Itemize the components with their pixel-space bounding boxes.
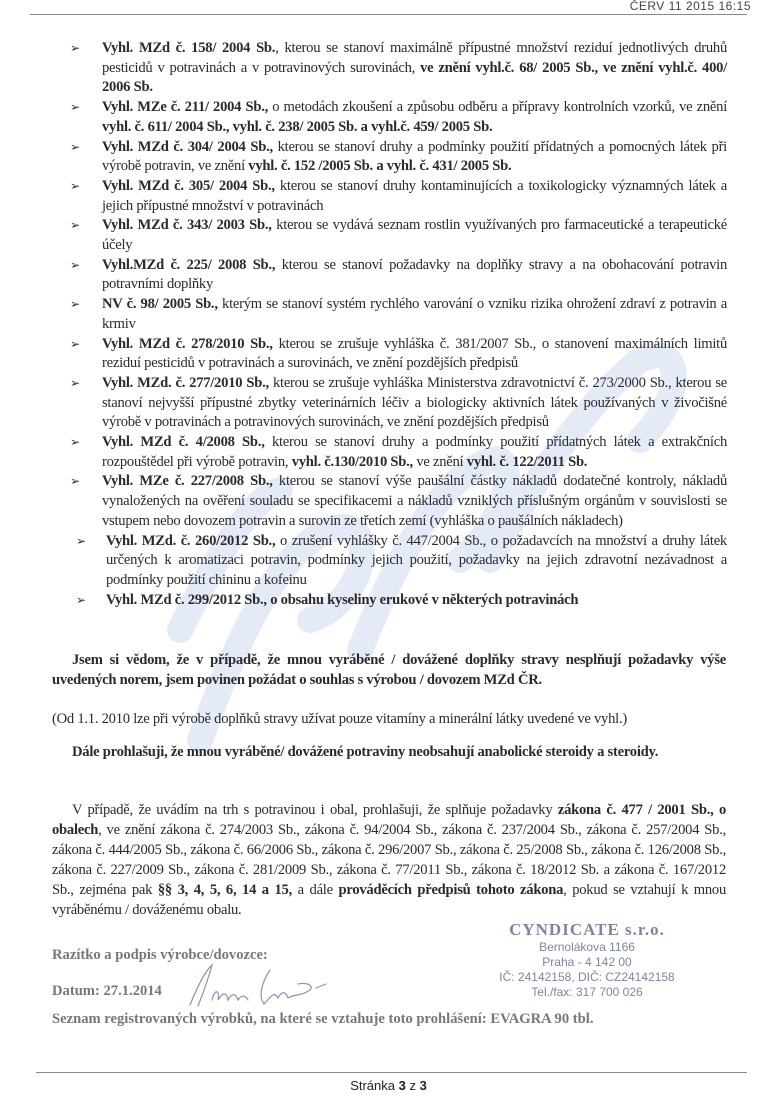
arrow-bullet-icon: ➢: [70, 257, 80, 272]
regulation-item: [70, 216, 727, 255]
fax-header-stamp: ČERV 11 2015 16:15: [629, 0, 751, 13]
regulation-item: [70, 39, 727, 98]
regulation-reference: vyhl. č. 611/ 2004 Sb., vyhl. č. 238/ 2005 Sb. a vyhl.č. 459/ 2005 Sb.: [102, 118, 493, 135]
current-page: 3: [398, 1078, 406, 1093]
regulation-reference: Vyhl. MZe č. 211/ 2004 Sb.,: [102, 99, 269, 116]
footer-divider: [36, 1072, 747, 1073]
regulation-item: [70, 295, 727, 334]
stamp-city: Praha - 4 142 00: [542, 955, 632, 969]
stamp-phone: Tel./fax: 317 700 026: [531, 985, 643, 999]
regulation-list: [70, 39, 727, 610]
law-reference: §§ 3, 4, 5, 6, 14 a 15,: [157, 882, 292, 898]
law-reference: prováděcích předpisů tohoto zákona: [338, 882, 564, 898]
regulation-description: kterou se stanoví druhy kontaminujících a toxikologicky významných látek a jejich přípustné množství v potravinách: [102, 177, 727, 214]
regulation-item: [76, 591, 727, 611]
regulation-reference: Vyhl. MZd č. 278/2010 Sb.,: [102, 335, 273, 352]
declaration-steroids: [52, 742, 726, 762]
total-pages: 3: [419, 1078, 427, 1093]
regulation-reference: vyhl. č.130/2010 Sb.,: [291, 453, 413, 470]
regulation-reference: Vyhl. MZd č. 158/ 2004 Sb.: [102, 40, 276, 56]
arrow-bullet-icon: ➢: [70, 336, 80, 351]
regulation-reference: Vyhl. MZd. č. 260/2012 Sb.,: [106, 532, 276, 549]
header-divider: [30, 14, 747, 15]
arrow-bullet-icon: ➢: [76, 533, 86, 548]
regulation-description: o zrušení vyhlášky č. 447/2004 Sb., o požadavcích na množství a druhy látek určených k aromatizaci potravin, podmínky jejich použití, požadavky na jejich zdravotní nezávadnost a podmínky použití chininu a kofeinu: [106, 532, 727, 588]
regulation-description: kterou se stanoví druhy a podmínky použití přídatných a pomocných látek při výrobě potravin, ve znění: [102, 138, 727, 175]
arrow-bullet-icon: ➢: [70, 218, 80, 233]
arrow-bullet-icon: ➢: [70, 178, 80, 193]
regulation-reference: Vyhl. MZd č. 4/2008 Sb.,: [102, 434, 265, 451]
registered-products: Seznam registrovaných výrobků, na které se vztahuje toto prohlášení: EVAGRA 90 tbl.: [52, 1011, 594, 1027]
regulation-item: [70, 177, 727, 216]
regulation-item: [70, 256, 727, 295]
regulation-description: kterou se vydává seznam rostlin využívaných pro farmaceutické a terapeutické účely: [102, 217, 727, 254]
regulation-description: kterým se stanoví systém rychlého varování o vzniku rizika ohrožení zdraví z potravin a krmiv: [102, 296, 727, 332]
regulation-item: [70, 98, 727, 137]
arrow-bullet-icon: ➢: [70, 435, 80, 450]
regulation-reference: Vyhl. MZd č. 305/ 2004 Sb.,: [102, 177, 275, 194]
arrow-bullet-icon: ➢: [70, 474, 80, 489]
vitamins-note: (Od 1.1. 2010 lze při výrobě doplňků stravy užívat pouze vitamíny a minerální látky uvedené ve vyhl.): [52, 711, 627, 727]
arrow-bullet-icon: ➢: [70, 375, 80, 390]
regulation-reference: ve znění vyhl.č. 68/ 2005 Sb., ve znění vyhl.č. 400/ 2006 Sb.: [102, 59, 727, 96]
signature-label: Razítko a podpis výrobce/dovozce:: [52, 947, 268, 963]
regulation-item: [70, 472, 727, 531]
stamp-company: CYNDICATE s.r.o.: [509, 920, 665, 939]
packaging-text: , ve znění zákona č. 274/2003 Sb., zákona č. 94/2004 Sb., zákona č. 237/2004 Sb., zákona č. 257/2004 Sb., zákona č. 444/2005 Sb., zákona č. 66/2006 Sb., zákona č. 296/2007 Sb., zákona č. 25/2008 Sb., zákona č. 126/2008 Sb., zákona č. 227/2009 Sb., zákona č. 281/2009 Sb., zákona č. 77/2011 Sb., zákona č. 18/2012 Sb. a zákona č. 167/2012 Sb., zejména pak: [52, 822, 726, 898]
regulation-reference: Vyhl. MZe č. 227/2008 Sb.,: [102, 473, 273, 490]
declaration-text: Dále prohlašuji, že mnou vyráběné/ dovážené potraviny neobsahují anabolické steroidy a steroidy.: [72, 744, 659, 760]
packaging-text: V případě, že uvádím na trh s potravinou i obal, prohlašuji, že splňuje požadavky: [72, 802, 558, 818]
declaration-text: Jsem si vědom, že v případě, že mnou vyráběné / dovážené doplňky stravy nesplňují požadavky výše uvedených norem, jsem povinen požádat o souhlas s výrobou / dovozem MZd ČR.: [52, 652, 726, 688]
regulation-item: [70, 335, 727, 374]
law-reference: zákona č. 477 / 2001 Sb., o obalech: [52, 802, 727, 838]
company-stamp: [492, 920, 682, 1000]
regulation-reference: vyhl. č. 122/2011 Sb.: [466, 453, 588, 470]
regulation-item: [76, 532, 727, 591]
regulation-reference: NV č. 98/ 2005 Sb.,: [102, 296, 218, 313]
page-number: [0, 1078, 777, 1093]
regulation-description: kterou se stanoví požadavky na doplňky stravy a na obohacování potravin potravními doplňky: [102, 256, 728, 293]
signature-icon: [178, 960, 328, 1010]
regulation-description: ve znění: [412, 453, 467, 470]
regulation-reference: Vyhl. MZd č. 343/ 2003 Sb.,: [102, 217, 272, 234]
regulation-description: , kterou se stanoví maximálně přípustné množství reziduí jednotlivých druhů pesticidů v potravinách a v potravinových surovinách,: [102, 40, 727, 76]
regulation-reference: Vyhl. MZd. č. 277/2010 Sb.,: [102, 374, 269, 391]
arrow-bullet-icon: ➢: [70, 139, 80, 154]
arrow-bullet-icon: ➢: [76, 592, 86, 607]
declaration-supplements: [52, 650, 726, 690]
regulation-item: [70, 138, 727, 177]
packaging-declaration: [52, 800, 726, 920]
regulation-reference: Vyhl. MZd č. 304/ 2004 Sb.,: [102, 138, 273, 155]
regulation-description: kterou se stanoví výše paušální částky nákladů dodatečné kontroly, nákladů vynaložených na ověření souladu se specifikacemi a nákladů vzniklých příslušným orgánům v souvislosti se vstupem nebo dovozem potravin a surovin ze třetích zemí (vyhláška o paušálních nákladech): [102, 473, 728, 529]
regulation-description: o metodách zkoušení a způsobu odběru a přípravy kontrolních vzorků, ve znění: [268, 99, 727, 116]
regulation-item: [70, 433, 727, 472]
regulation-description: kterou se stanoví druhy a podmínky použití přídatných látek a extrakčních rozpouštědel při výrobě potravin,: [102, 434, 727, 470]
arrow-bullet-icon: ➢: [70, 41, 80, 55]
packaging-text: , pokud se vztahují k mnou vyráběnému / dováženému obalu.: [52, 882, 727, 918]
regulation-reference: Vyhl. MZd č. 299/2012 Sb., o obsahu kyseliny erukové v některých potravinách: [106, 591, 579, 608]
regulation-description: kterou se zrušuje vyhláška č. 381/2007 Sb., o stanovení maximálních limitů reziduí pesticidů v potravinách a surovinách, ve znění pozdějších předpisů: [102, 335, 728, 372]
arrow-bullet-icon: ➢: [70, 297, 80, 312]
regulation-item: [70, 374, 727, 433]
stamp-street: Bernolákova 1166: [539, 940, 635, 954]
date-label: Datum: 27.1.2014: [52, 983, 162, 999]
regulation-reference: Vyhl.MZd č. 225/ 2008 Sb.,: [102, 256, 276, 273]
packaging-text: a dále: [291, 882, 339, 898]
page-label: Stránka: [350, 1078, 399, 1093]
regulation-description: kterou se zrušuje vyhláška Ministerstva zdravotnictví č. 273/2000 Sb., kterou se stanoví nejvyšší přípustné zbytky veterinárních léčiv a biologicky aktivních látek používaných v živočišné výrobě v potravinách a potravinových surovinách, ve znění pozdějších předpisů: [102, 374, 727, 431]
page-separator: z: [405, 1078, 420, 1093]
arrow-bullet-icon: ➢: [70, 100, 80, 115]
regulation-reference: vyhl. č. 152 /2005 Sb. a vyhl. č. 431/ 2005 Sb.: [248, 158, 512, 175]
stamp-ids: IČ: 24142158, DIČ: CZ24142158: [499, 970, 675, 984]
